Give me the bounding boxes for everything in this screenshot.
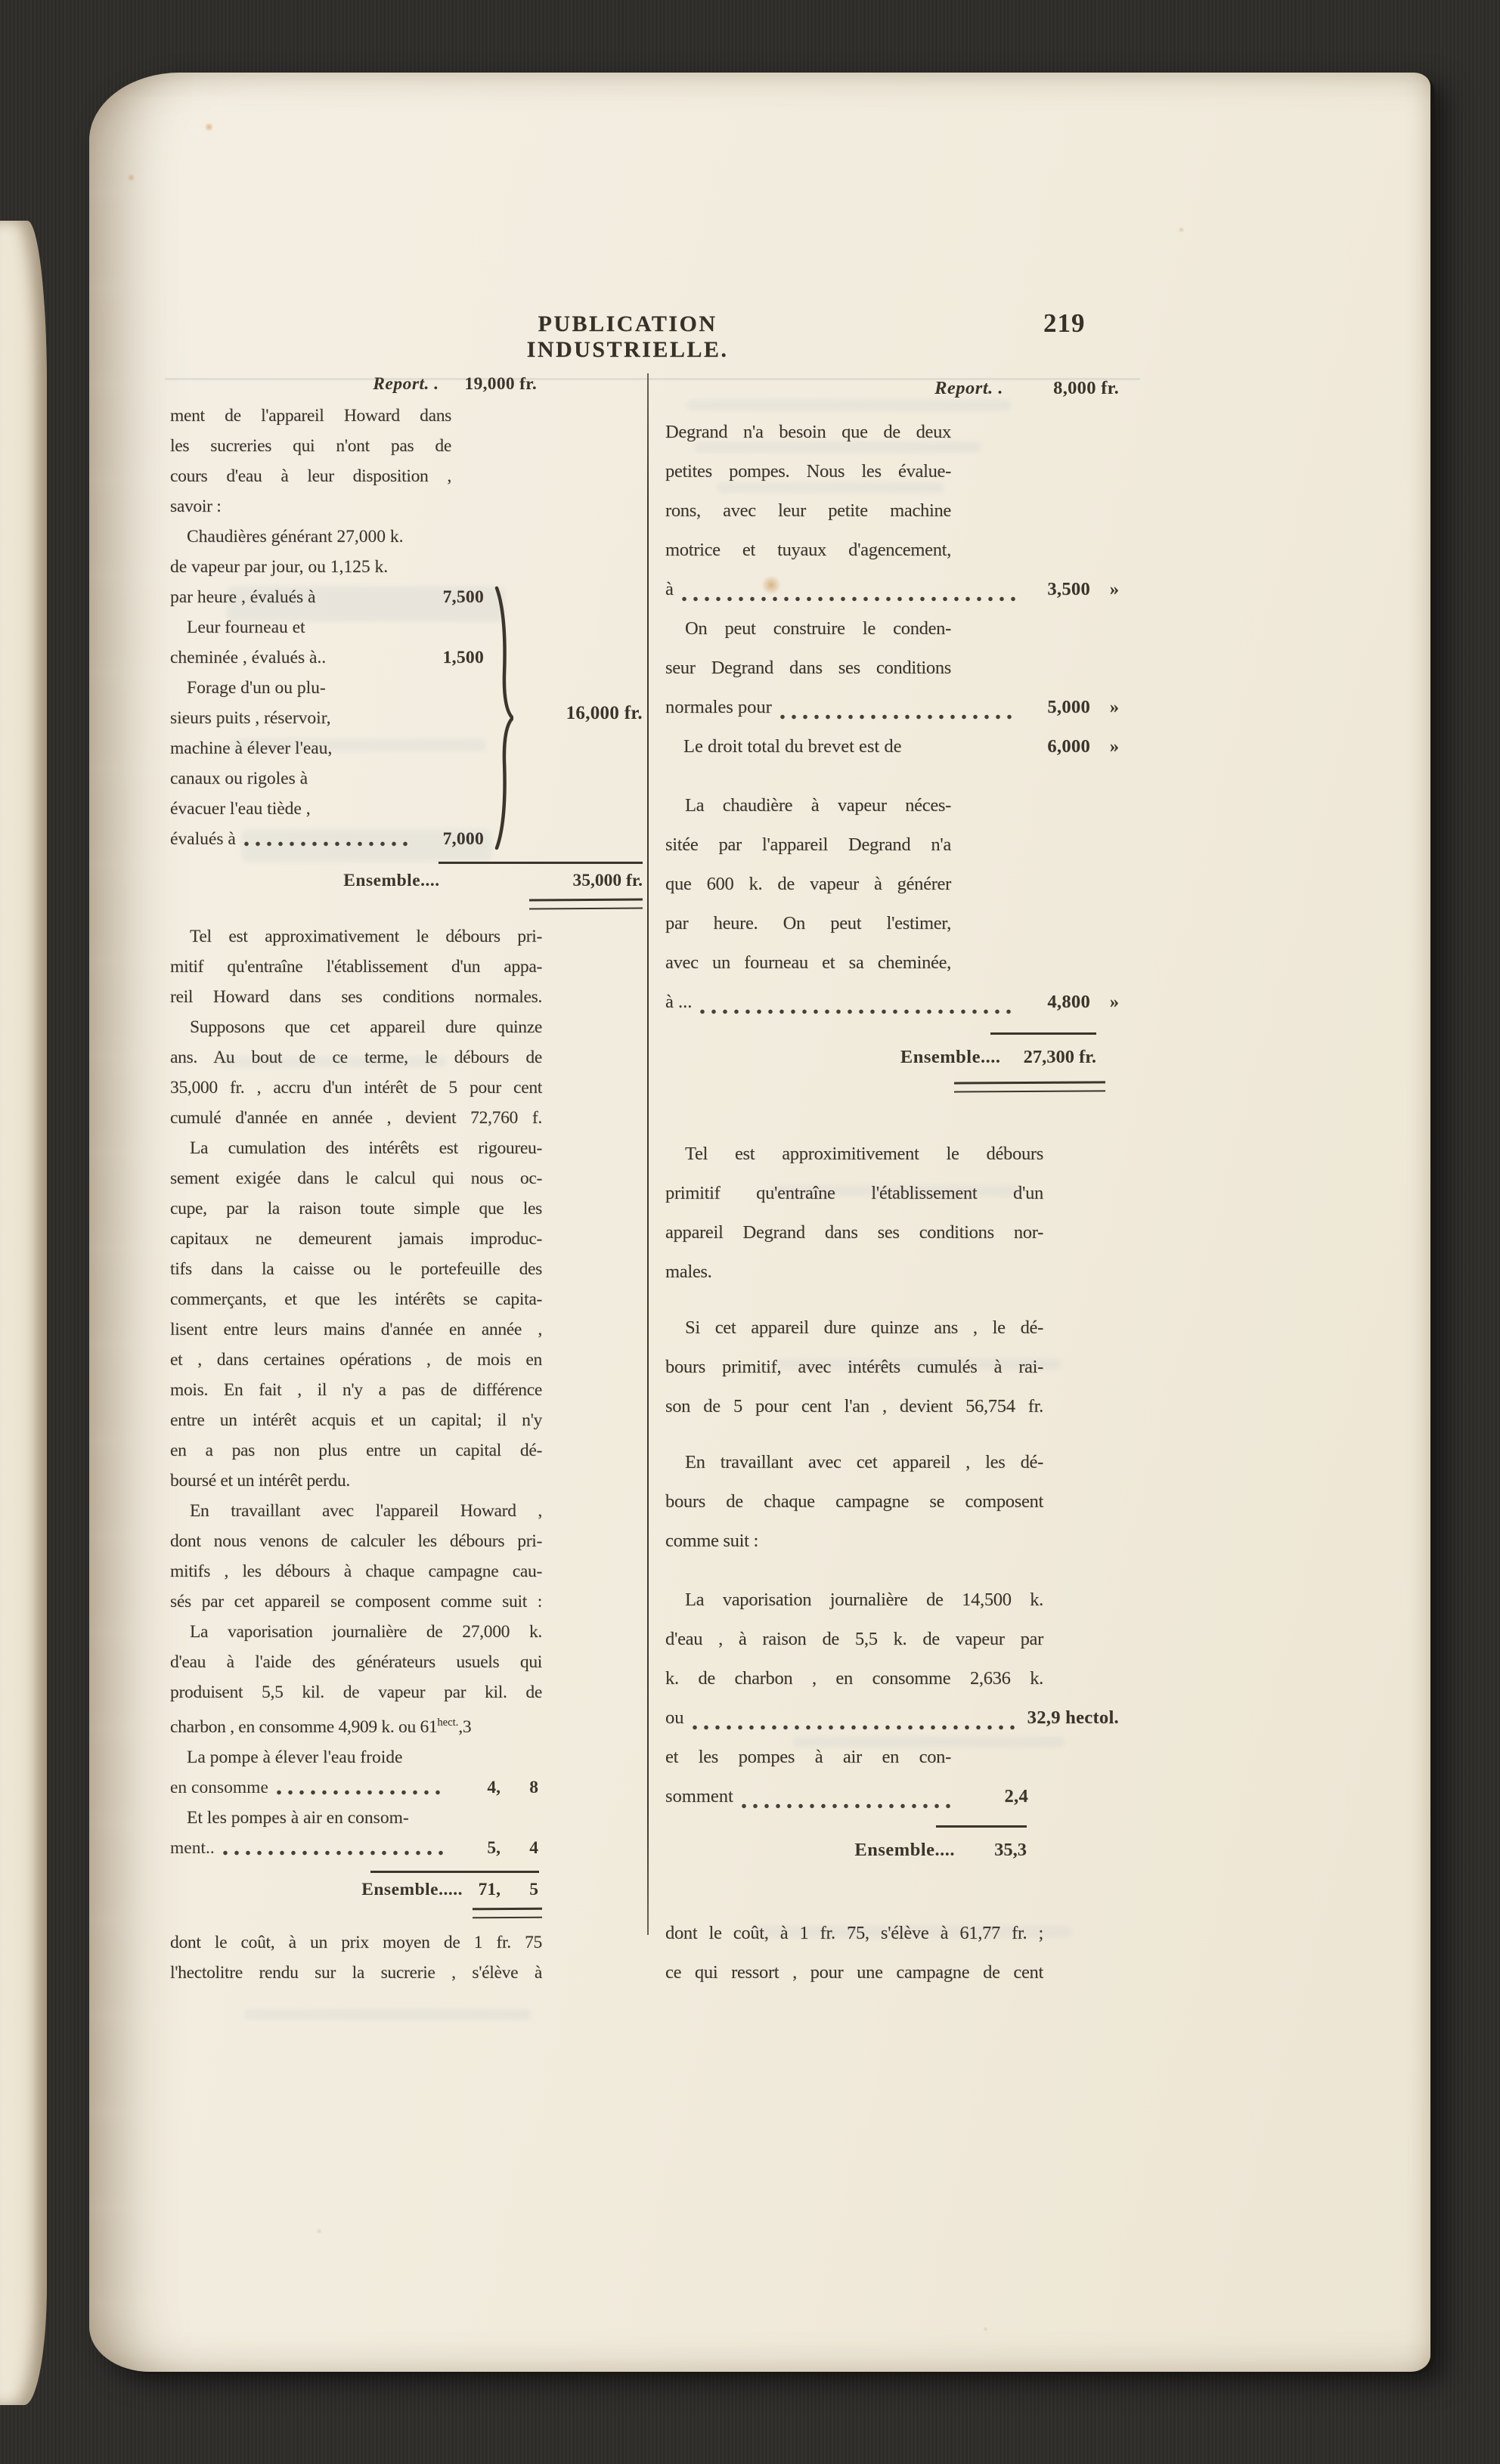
item-line: évacuer l'eau tiède , (170, 799, 311, 819)
ensemble-row (170, 865, 643, 896)
text-line (170, 1707, 542, 1742)
superscript: hect. (437, 1716, 459, 1729)
text-line: tifs dans la caisse ou le portefeuille des (170, 1259, 542, 1279)
report-line (665, 369, 1128, 408)
brace-total-amount: 16,000 fr. (566, 703, 643, 723)
item-text: ou (665, 1707, 684, 1728)
text-line: ce qui ressort , pour une campagne de cent (665, 1962, 1043, 1983)
item-line: Et les pompes à air en consom- (187, 1807, 409, 1828)
text-line: l'hectolitre rendu sur la sucrerie , s'élève à (170, 1962, 542, 1983)
item-line: de vapeur par jour, ou 1,125 k. (170, 557, 389, 577)
item-amount: 3,500 (1047, 579, 1090, 599)
item-line: canaux ou rigoles à (170, 769, 308, 788)
item-text: par heure , évalués à (170, 587, 316, 607)
page-content (89, 73, 1430, 2372)
text-line: les sucreries qui n'ont pas de (170, 436, 451, 456)
pump-consumption (170, 1742, 643, 1863)
cost-block (665, 413, 1128, 609)
dot-leader (692, 1724, 1018, 1731)
text-line: mois. En fait , il n'y a pas de différence (170, 1380, 542, 1400)
ensemble-decimal: 5 (529, 1879, 538, 1899)
item-line: Forage d'un ou plu- (187, 678, 326, 698)
cost-block (665, 1738, 1128, 1816)
sup-pre: charbon , en consomme 4,909 k. ou 61 (170, 1716, 438, 1737)
item-row (665, 688, 1128, 727)
text-line: Degrand n'a besoin que de deux (665, 422, 951, 442)
paragraph (665, 1308, 1043, 1426)
paragraph-lines (170, 1617, 542, 1707)
ditto-mark: » (1109, 992, 1119, 1012)
text-line: La cumulation des intérêts est rigoureu- (190, 1138, 542, 1158)
ensemble-label: Ensemble.... (343, 871, 440, 890)
text-line: 35,000 fr. , accru d'un intérêt de 5 pour cent (170, 1078, 542, 1097)
text-line: ment de l'appareil Howard dans (170, 406, 451, 426)
item-row (170, 1833, 643, 1863)
item-amount: 4,800 (1047, 992, 1090, 1012)
text-line: On peut construire le conden- (685, 618, 951, 639)
item-text: à (665, 579, 674, 599)
text-line: comme suit : (665, 1531, 758, 1551)
sup-post: ,3 (458, 1716, 472, 1737)
cost-block (665, 1580, 1128, 1738)
ensemble-row (170, 1874, 643, 1905)
text-line: entre un intérêt acquis et un capital; il n'y (170, 1410, 542, 1430)
text-line: La chaudière à vapeur néces- (685, 795, 951, 816)
amount-integer: 4, (487, 1777, 501, 1797)
text-line: Tel est approximitivement le débours (685, 1144, 1043, 1164)
page-number: 219 (1043, 308, 1086, 338)
item-text: cheminée , évalués à.. (170, 648, 327, 667)
paragraph (170, 1617, 542, 1742)
text-line: Si cet appareil dure quinze ans , le dé- (685, 1317, 1043, 1338)
text-line: son de 5 pour cent l'an , devient 56,754 fr. (665, 1396, 1043, 1416)
cost-items (170, 522, 643, 854)
dot-leader (243, 840, 411, 847)
text-line: en a pas non plus entre un capital dé- (170, 1441, 542, 1460)
ensemble-row (665, 1831, 1128, 1870)
paragraph (170, 1012, 542, 1133)
text-line: d'eau à l'aide des générateurs usuels qui (170, 1652, 542, 1672)
paragraph (665, 1443, 1043, 1561)
book-page (89, 73, 1430, 2372)
paragraph (170, 1496, 542, 1617)
text-line: seur Degrand dans ses conditions (665, 658, 951, 678)
foxing-spot (316, 2228, 322, 2234)
text-line: La vaporisation journalière de 14,500 k. (685, 1590, 1043, 1610)
dot-leader (699, 1008, 1017, 1015)
item-text: somment (665, 1786, 733, 1806)
sum-rule (936, 1825, 1027, 1828)
item-line: Leur fourneau et (187, 618, 305, 637)
text-line: primitif qu'entraîne l'établissement d'un (665, 1183, 1043, 1203)
paragraph (665, 1580, 1043, 1698)
text-line: lisent entre leurs mains d'année en année , (170, 1320, 542, 1339)
item-text: en consomme (170, 1777, 268, 1797)
text-line: bours primitif, avec intérêts cumulés à rai- (665, 1357, 1043, 1377)
ensemble-integer: 71, (478, 1879, 501, 1899)
dot-leader (681, 596, 1017, 602)
text-line: petites pompes. Nous les évalue- (665, 461, 951, 481)
ensemble-label: Ensemble.... (900, 1047, 1001, 1067)
paragraph (665, 1134, 1043, 1292)
item-row (665, 983, 1128, 1022)
report-amount: 8,000 fr. (1053, 378, 1119, 398)
item-row (665, 570, 1128, 609)
item-text: ment.. (170, 1837, 215, 1858)
text-line: dont nous venons de calculer les débours pri- (170, 1531, 542, 1551)
text-line: mitifs , les débours à chaque campagne cau- (170, 1562, 542, 1581)
dot-leader (741, 1803, 955, 1809)
item-amount: 6,000 (1047, 736, 1090, 757)
paragraph (170, 401, 451, 522)
ensemble-amount: 35,000 fr. (572, 871, 643, 890)
item-amount: 7,000 (442, 829, 484, 849)
sum-rule (439, 862, 643, 864)
paragraph (170, 1927, 542, 1988)
amount-decimal: 4 (529, 1837, 538, 1858)
text-line: k. de charbon , en consomme 2,636 k. (665, 1668, 1043, 1689)
double-rule (954, 1081, 1105, 1092)
item-line: La pompe à élever l'eau froide (187, 1747, 403, 1767)
text-line: par heure. On peut l'estimer, (665, 913, 951, 933)
item-row (665, 1777, 1128, 1816)
item-row (665, 727, 1128, 766)
text-line: mitif qu'entraîne l'établissement d'un appa- (170, 957, 542, 977)
text-line: avec un fourneau et sa cheminée, (665, 952, 951, 973)
text-line: motrice et tuyaux d'agencement, (665, 540, 951, 560)
text-line: d'eau , à raison de 5,5 k. de vapeur par (665, 1629, 1043, 1649)
text-line: cumulé d'année en année , devient 72,760 f. (170, 1108, 542, 1128)
foxing-spot (127, 174, 135, 181)
text-line: boursé et un intérêt perdu. (170, 1471, 350, 1490)
cost-block (665, 609, 1128, 727)
page-title: PUBLICATION INDUSTRIELLE. (526, 311, 729, 362)
foxing-spot (983, 2326, 988, 2332)
dot-leader (779, 714, 1017, 720)
text-line: bours de chaque campagne se composent (665, 1491, 1043, 1512)
right-column (665, 369, 1128, 1992)
text-line: cupe, par la raison toute simple que les (170, 1199, 542, 1218)
sum-rule (370, 1871, 539, 1873)
report-line (170, 369, 643, 399)
paragraph (170, 1133, 542, 1496)
report-amount: 19,000 fr. (464, 374, 537, 394)
item-amount: 7,500 (442, 587, 484, 607)
ensemble-label: Ensemble..... (361, 1879, 463, 1899)
paragraph (665, 1738, 951, 1777)
report-label: Report. . (934, 378, 1004, 398)
item-text: Le droit total du brevet est de (683, 736, 902, 757)
item-amount: 5,000 (1047, 697, 1090, 717)
adjacent-page-edge (0, 221, 47, 2405)
paragraph (665, 1914, 1043, 1992)
cost-block (665, 786, 1128, 1022)
column-divider (647, 373, 649, 1935)
ensemble-amount: 35,3 (994, 1840, 1027, 1860)
ditto-mark: » (1109, 579, 1119, 599)
item-amount: 1,500 (442, 648, 484, 667)
item-row (665, 1698, 1128, 1738)
text-line: dont le coût, à un prix moyen de 1 fr. 75 (170, 1932, 542, 1952)
paragraph (665, 413, 951, 570)
text-line: sement exigée dans le calcul qui nous oc- (170, 1169, 542, 1188)
text-line: commerçants, et que les intérêts se capita- (170, 1289, 542, 1309)
double-rule (473, 1908, 542, 1919)
item-text: à ... (665, 992, 693, 1012)
ditto-mark: » (1109, 736, 1119, 757)
item-text: normales pour (665, 697, 772, 717)
item-amount: 32,9 hectol. (1027, 1707, 1119, 1728)
item-row (170, 582, 643, 612)
text-line: Supposons que cet appareil dure quinze (190, 1017, 542, 1037)
text-line: La vaporisation journalière de 27,000 k. (190, 1622, 542, 1642)
text-line: produisent 5,5 kil. de vapeur par kil. de (170, 1682, 542, 1702)
double-rule (529, 899, 643, 910)
amount-decimal: 8 (529, 1777, 538, 1797)
text-line: capitaux ne demeurent jamais improduc- (170, 1229, 542, 1249)
ditto-mark: » (1109, 697, 1119, 717)
item-line: sieurs puits , réservoir, (170, 708, 331, 728)
text-line: sitée par l'appareil Degrand n'a (665, 834, 951, 855)
dot-leader (276, 1789, 446, 1796)
sum-rule (990, 1032, 1096, 1035)
ensemble-label: Ensemble.... (854, 1840, 955, 1860)
paragraph (665, 609, 951, 688)
text-line: savoir : (170, 497, 222, 516)
item-row (170, 1772, 643, 1803)
dot-leader (222, 1850, 446, 1856)
foxing-spot (204, 122, 214, 132)
text-line: et , dans certaines opérations , de mois en (170, 1350, 542, 1370)
text-line: sés par cet appareil se composent comme suit : (170, 1592, 542, 1611)
ensemble-row (665, 1038, 1128, 1077)
text-line: ans. Au bout de ce terme, le débours de (170, 1048, 542, 1067)
item-line: Chaudières générant 27,000 k. (187, 527, 404, 546)
text-line: En travaillant avec cet appareil , les dé- (685, 1452, 1043, 1472)
text-line: que 600 k. de vapeur à générer (665, 874, 951, 894)
ensemble-amount: 27,300 fr. (1023, 1047, 1096, 1067)
item-line: machine à élever l'eau, (170, 738, 333, 758)
amount-integer: 5, (487, 1837, 501, 1858)
text-line: En travaillant avec l'appareil Howard , (190, 1501, 542, 1521)
text-line: reil Howard dans ses conditions normales. (170, 987, 542, 1007)
item-text: évalués à (170, 829, 236, 849)
item-row (170, 642, 643, 673)
curly-brace (494, 585, 513, 851)
text-line: dont le coût, à 1 fr. 75, s'élève à 61,77 fr. ; (665, 1923, 1043, 1943)
paragraph (665, 786, 951, 983)
ghost-smudge (244, 2009, 532, 2020)
text-line: et les pompes à air en con- (665, 1747, 951, 1767)
text-line: rons, avec leur petite machine (665, 500, 951, 521)
item-amount: 2,4 (1004, 1786, 1028, 1806)
item-row (170, 824, 643, 854)
text-line: Tel est approximativement le débours pri- (190, 927, 542, 946)
foxing-spot (1178, 227, 1185, 233)
left-column (170, 369, 643, 1988)
paragraph (170, 921, 542, 1012)
report-label: Report. . (373, 374, 439, 394)
text-line: appareil Degrand dans ses conditions nor- (665, 1222, 1043, 1243)
text-line: males. (665, 1261, 712, 1282)
text-line: cours d'eau à leur disposition , (170, 466, 451, 486)
